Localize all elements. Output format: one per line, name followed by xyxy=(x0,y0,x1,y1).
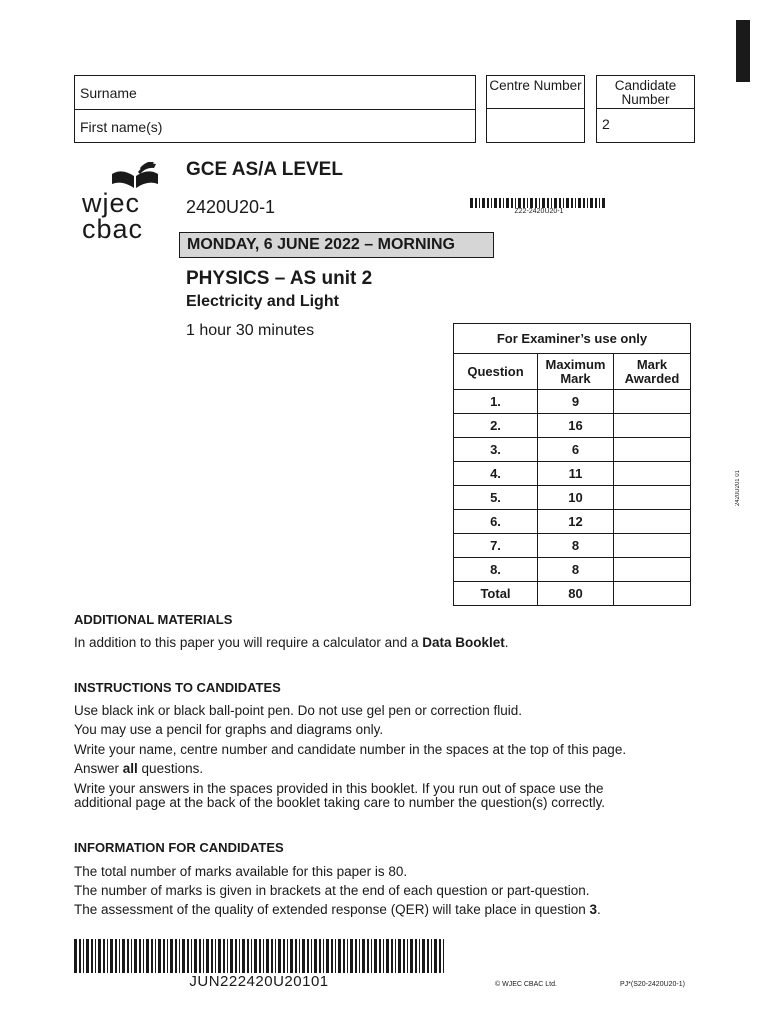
logo-text-cbac: cbac xyxy=(82,214,144,244)
barcode-bar xyxy=(314,939,317,973)
table-row xyxy=(454,558,691,582)
barcode-bar xyxy=(487,198,489,208)
barcode-bar xyxy=(266,939,269,973)
barcode-bar xyxy=(427,939,429,973)
barcode-bar xyxy=(251,939,252,973)
barcode-bar xyxy=(350,939,353,973)
barcode-bar xyxy=(83,939,84,973)
registration-mark xyxy=(736,20,750,82)
barcode-bar xyxy=(331,939,333,973)
barcode-bar xyxy=(602,198,605,208)
barcode-bar xyxy=(203,939,204,973)
question-number: 5. xyxy=(454,486,538,510)
barcode-bar xyxy=(571,198,573,208)
table-row xyxy=(454,462,691,486)
barcode-bar xyxy=(551,198,552,208)
barcode-bar xyxy=(199,939,201,973)
qualification-level: GCE AS/A LEVEL xyxy=(186,159,343,180)
barcode-bar xyxy=(518,198,521,208)
barcode-bar xyxy=(218,939,221,973)
materials-text: In addition to this paper you will require a calculator and a Data Booklet. xyxy=(74,635,509,650)
surname-label: Surname xyxy=(80,85,137,101)
barcode-bar xyxy=(499,198,501,208)
table-row xyxy=(454,438,691,462)
barcode-bar xyxy=(559,198,561,208)
small-barcode xyxy=(470,198,608,208)
paper-reference: PJ*(S20-2420U20-1) xyxy=(620,981,685,988)
barcode-bar xyxy=(503,198,504,208)
barcode-bar xyxy=(371,939,372,973)
barcode-bar xyxy=(254,939,257,973)
barcode-bar xyxy=(470,198,473,208)
table-row-total xyxy=(454,582,691,606)
barcode-bar xyxy=(227,939,228,973)
question-number: 4. xyxy=(454,462,538,486)
barcode-bar xyxy=(247,939,249,973)
barcode-bar xyxy=(590,198,593,208)
barcode-bar xyxy=(587,198,588,208)
maximum-mark: 12 xyxy=(538,510,614,534)
barcode-bar xyxy=(323,939,324,973)
barcode-bar xyxy=(259,939,261,973)
paper-code: 2420U20-1 xyxy=(186,197,276,217)
small-barcode-text: Z22-2420U20-1 xyxy=(514,208,564,215)
instructions-heading: INSTRUCTIONS TO CANDIDATES xyxy=(74,680,281,695)
header-question: Question xyxy=(454,354,538,390)
mark-awarded-cell[interactable] xyxy=(614,534,691,558)
barcode-bar xyxy=(482,198,485,208)
barcode-bar xyxy=(326,939,329,973)
barcode-bar xyxy=(278,939,281,973)
barcode-bar xyxy=(107,939,108,973)
maximum-mark: 11 xyxy=(538,462,614,486)
barcode-bar xyxy=(599,198,600,208)
barcode-bar xyxy=(311,939,312,973)
barcode-bar xyxy=(239,939,240,973)
barcode-bar xyxy=(475,198,477,208)
barcode-bar xyxy=(434,939,437,973)
question-number: 6. xyxy=(454,510,538,534)
mark-awarded-cell[interactable] xyxy=(614,462,691,486)
instruction-line: Answer all questions. xyxy=(74,761,204,776)
barcode-bar xyxy=(415,939,417,973)
materials-heading: ADDITIONAL MATERIALS xyxy=(74,612,233,627)
examiner-table xyxy=(453,323,691,606)
barcode-bar xyxy=(386,939,389,973)
question-number: 2. xyxy=(454,414,538,438)
candidate-number-box[interactable] xyxy=(596,75,695,143)
barcode-bar xyxy=(362,939,365,973)
mark-awarded-cell[interactable] xyxy=(614,438,691,462)
maximum-mark: 8 xyxy=(538,534,614,558)
barcode-bar xyxy=(338,939,341,973)
maximum-mark: 10 xyxy=(538,486,614,510)
barcode-bar xyxy=(443,939,444,973)
firstname-field[interactable] xyxy=(75,111,475,143)
barcode-bar xyxy=(170,939,173,973)
barcode-bar xyxy=(403,939,405,973)
barcode-bar xyxy=(163,939,165,973)
barcode-bar xyxy=(223,939,225,973)
question-number: 3. xyxy=(454,438,538,462)
barcode-bar xyxy=(98,939,101,973)
barcode-bar xyxy=(143,939,144,973)
candidate-name-box xyxy=(74,75,476,143)
barcode-bar xyxy=(307,939,309,973)
barcode-bar xyxy=(283,939,285,973)
barcode-bar xyxy=(151,939,153,973)
barcode-bar xyxy=(211,939,213,973)
barcode-bar xyxy=(566,198,569,208)
barcode-bar xyxy=(158,939,161,973)
examiner-table-title: For Examiner’s use only xyxy=(454,324,691,354)
barcode-bar xyxy=(506,198,509,208)
information-line: The total number of marks available for this paper is 80. xyxy=(74,864,408,879)
book-icon xyxy=(110,162,160,188)
table-row xyxy=(454,486,691,510)
question-number: 7. xyxy=(454,534,538,558)
barcode-bar xyxy=(335,939,336,973)
barcode-bar xyxy=(595,198,597,208)
barcode-bar xyxy=(539,198,540,208)
instruction-line: You may use a pencil for graphs and diagrams only. xyxy=(74,722,384,737)
exam-duration: 1 hour 30 minutes xyxy=(186,322,315,339)
barcode-bar xyxy=(355,939,357,973)
barcode-bar xyxy=(235,939,237,973)
barcode-bar xyxy=(359,939,360,973)
barcode-bar xyxy=(146,939,149,973)
information-line: The assessment of the quality of extended response (QER) will take place in question 3. xyxy=(74,902,601,917)
barcode-bar xyxy=(431,939,432,973)
barcode-bar xyxy=(271,939,273,973)
barcode-bar xyxy=(275,939,276,973)
header-mark-awarded: Mark Awarded xyxy=(614,354,691,390)
barcode-bar xyxy=(542,198,545,208)
barcode-bar xyxy=(395,939,396,973)
barcode-bar xyxy=(179,939,180,973)
barcode-bar xyxy=(263,939,264,973)
barcode-bar xyxy=(127,939,129,973)
mark-awarded-cell[interactable] xyxy=(614,510,691,534)
barcode-bar xyxy=(379,939,381,973)
barcode-bar xyxy=(575,198,576,208)
barcode-bar xyxy=(155,939,156,973)
mark-awarded-cell[interactable] xyxy=(614,486,691,510)
barcode-bar xyxy=(182,939,185,973)
barcode-bar xyxy=(139,939,141,973)
barcode-bar xyxy=(74,939,77,973)
barcode-bar xyxy=(374,939,377,973)
barcode-bar xyxy=(578,198,581,208)
barcode-bar xyxy=(206,939,209,973)
mark-awarded-cell[interactable] xyxy=(614,414,691,438)
instruction-line: Write your name, centre number and candidate number in the spaces at the top of this page. xyxy=(74,742,627,757)
information-heading: INFORMATION FOR CANDIDATES xyxy=(74,840,284,855)
barcode-bar xyxy=(230,939,233,973)
barcode-bar xyxy=(302,939,305,973)
subject-title: PHYSICS – AS unit 2 xyxy=(186,268,373,289)
question-number: 8. xyxy=(454,558,538,582)
barcode-bar xyxy=(439,939,441,973)
barcode-bar xyxy=(383,939,384,973)
barcode-bar xyxy=(479,198,480,208)
subject-subtitle: Electricity and Light xyxy=(186,293,339,310)
barcode-bar xyxy=(319,939,321,973)
header-maximum-mark: Maximum Mark xyxy=(538,354,614,390)
total-awarded-cell[interactable] xyxy=(614,582,691,606)
barcode-bar xyxy=(547,198,549,208)
total-value: 80 xyxy=(538,582,614,606)
centre-number-label: Centre Number xyxy=(487,76,584,109)
mark-awarded-cell[interactable] xyxy=(614,558,691,582)
instruction-line: Write your answers in the spaces provided in this booklet. If you run out of space use the additional page at the back of the booklet taking care to number the question(s) correctly. xyxy=(74,781,606,810)
total-label: Total xyxy=(454,582,538,606)
barcode-bar xyxy=(295,939,297,973)
mark-awarded-cell[interactable] xyxy=(614,390,691,414)
barcode xyxy=(74,939,444,973)
barcode-bar xyxy=(175,939,177,973)
barcode-bar xyxy=(299,939,300,973)
barcode-bar xyxy=(290,939,293,973)
barcode-bar xyxy=(187,939,189,973)
barcode-bar xyxy=(103,939,105,973)
barcode-bar xyxy=(122,939,125,973)
maximum-mark: 6 xyxy=(538,438,614,462)
barcode-bar xyxy=(215,939,216,973)
candidate-number-value: 2 xyxy=(602,116,610,132)
barcode-bar xyxy=(86,939,89,973)
barcode-bar xyxy=(194,939,197,973)
maximum-mark: 8 xyxy=(538,558,614,582)
barcode-bar xyxy=(491,198,492,208)
barcode-bar xyxy=(563,198,564,208)
barcode-bar xyxy=(511,198,513,208)
barcode-bar xyxy=(583,198,585,208)
information-line: The number of marks is given in brackets at the end of each question or part-question. xyxy=(74,883,590,898)
barcode-bar xyxy=(119,939,120,973)
barcode-bar xyxy=(407,939,408,973)
barcode-bar xyxy=(134,939,137,973)
barcode-bar xyxy=(422,939,425,973)
barcode-bar xyxy=(554,198,557,208)
candidate-number-label: Candidate Number xyxy=(597,76,694,109)
table-row xyxy=(454,414,691,438)
question-number: 1. xyxy=(454,390,538,414)
maximum-mark: 16 xyxy=(538,414,614,438)
barcode-bar xyxy=(287,939,288,973)
barcode-text: JUN222420U20101 xyxy=(189,973,329,990)
side-code: 2420U201 01 xyxy=(735,470,741,507)
barcode-bar xyxy=(530,198,533,208)
logo-text-wjec: wjec xyxy=(82,188,141,218)
barcode-bar xyxy=(523,198,525,208)
barcode-bar xyxy=(167,939,168,973)
barcode-bar xyxy=(191,939,192,973)
wjec-cbac-logo xyxy=(80,160,160,244)
barcode-bar xyxy=(391,939,393,973)
barcode-bar xyxy=(515,198,516,208)
barcode-bar xyxy=(367,939,369,973)
barcode-bar xyxy=(79,939,81,973)
centre-number-box[interactable] xyxy=(486,75,585,143)
exam-date: MONDAY, 6 JUNE 2022 – MORNING xyxy=(179,232,494,258)
table-row xyxy=(454,510,691,534)
barcode-bar xyxy=(343,939,345,973)
firstname-label: First name(s) xyxy=(80,119,163,135)
barcode-bar xyxy=(91,939,93,973)
barcode-bar xyxy=(347,939,348,973)
table-row xyxy=(454,534,691,558)
table-row xyxy=(454,390,691,414)
barcode-bar xyxy=(398,939,401,973)
barcode-bar xyxy=(131,939,132,973)
barcode-bar xyxy=(419,939,420,973)
barcode-bar xyxy=(115,939,117,973)
surname-field[interactable] xyxy=(75,77,475,110)
barcode-bar xyxy=(110,939,113,973)
barcode-bar xyxy=(494,198,497,208)
barcode-bar xyxy=(535,198,537,208)
barcode-bar xyxy=(242,939,245,973)
barcode-bar xyxy=(527,198,528,208)
barcode-bar xyxy=(410,939,413,973)
barcode-bar xyxy=(95,939,96,973)
instruction-line: Use black ink or black ball-point pen. Do not use gel pen or correction fluid. xyxy=(74,703,522,718)
copyright: © WJEC CBAC Ltd. xyxy=(495,981,557,988)
maximum-mark: 9 xyxy=(538,390,614,414)
